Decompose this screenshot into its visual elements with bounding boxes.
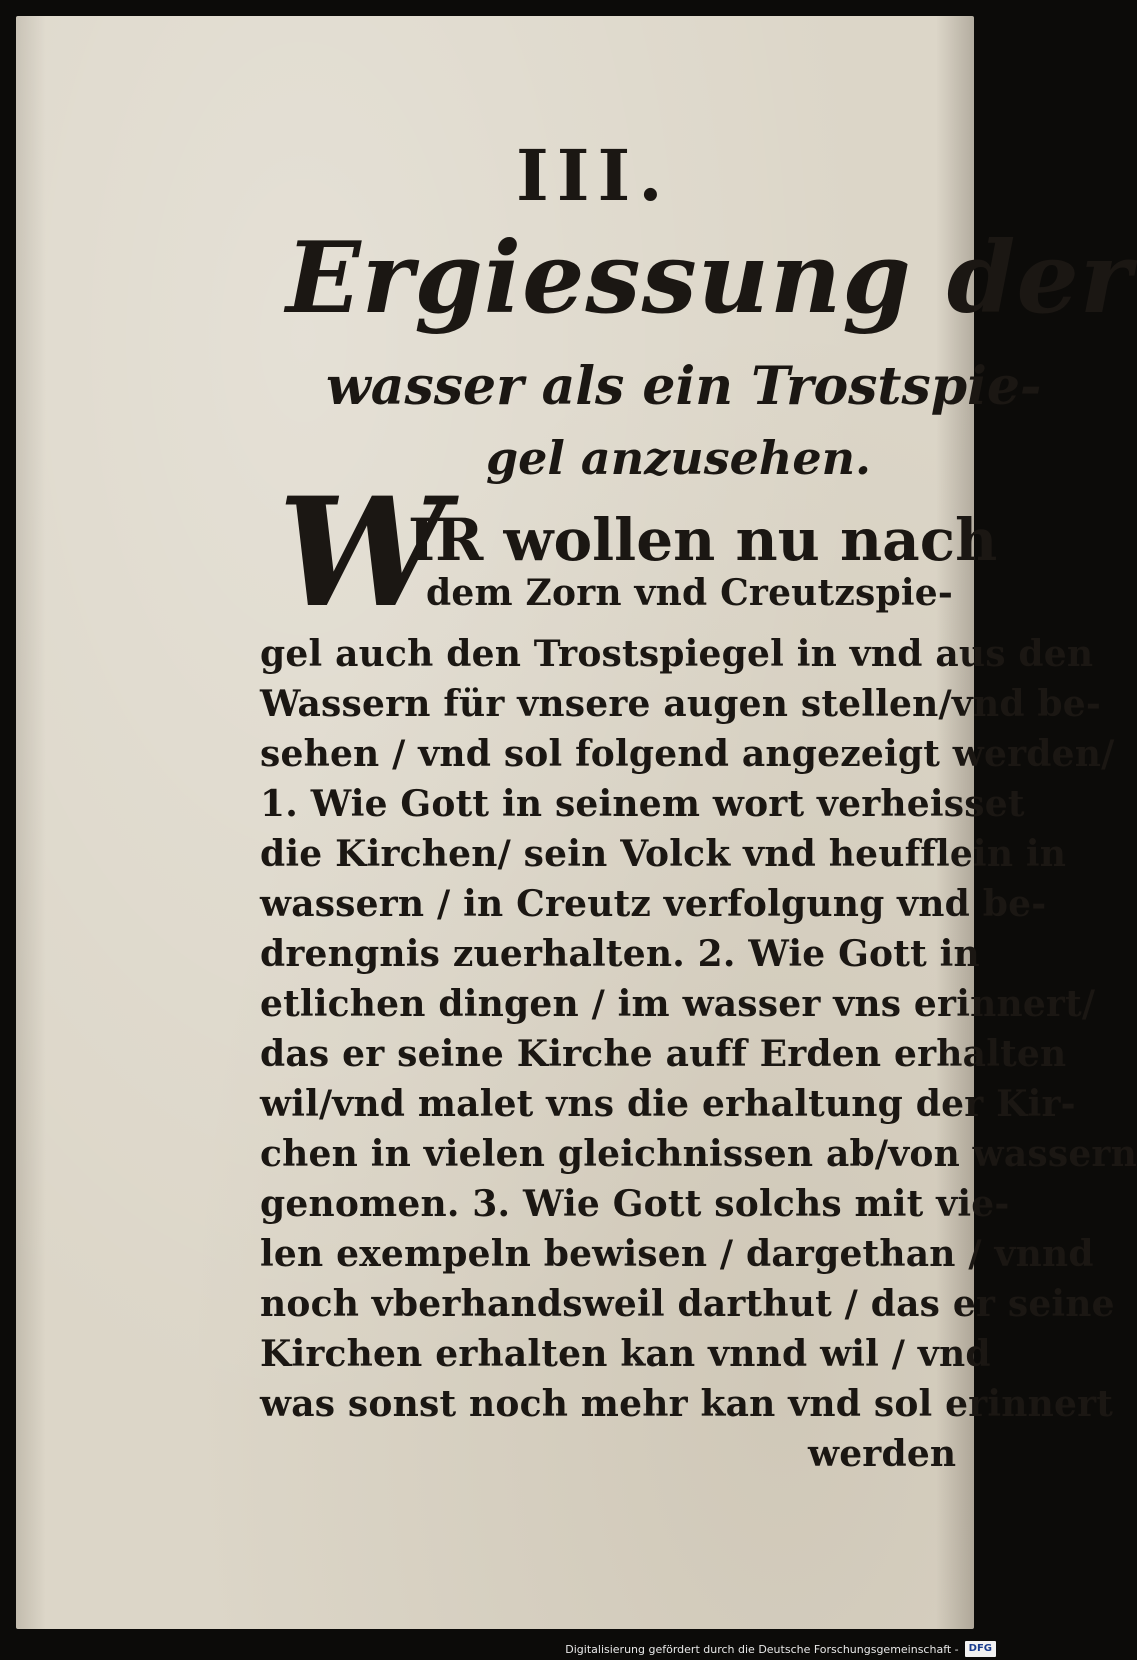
chapter-number: III. (516, 134, 671, 217)
book-page (16, 16, 1137, 1629)
body-line: drengnis zuerhalten. 2. Wie Gott in (260, 933, 980, 975)
body-line: Kirchen erhalten kan vnnd wil / vnd (260, 1333, 991, 1375)
body-line: gel auch den Trostspiegel in vnd aus den (260, 633, 1094, 675)
opening-line: IR wollen nu nach (408, 506, 998, 574)
digitization-footer (557, 1638, 1000, 1660)
body-line: das er seine Kirche auff Erden erhalten (260, 1033, 1067, 1075)
body-line: die Kirchen/ sein Volck vnd heufflein in (260, 833, 1067, 875)
body-line: wassern / in Creutz verfolgung vnd be- (260, 883, 1047, 925)
chapter-title-line-3: gel anzusehen. (486, 431, 872, 485)
body-line: noch vberhandsweil darthut / das er seine (260, 1283, 1115, 1325)
funding-credit: Digitalisierung gefördert durch die Deutsche Forschungsgemeinschaft - (565, 1642, 959, 1656)
body-line: was sonst noch mehr kan vnd sol erinnert (260, 1383, 1114, 1425)
body-line: dem Zorn vnd Creutzspie- (426, 572, 953, 614)
body-line: etlichen dingen / im wasser vns erinnert/ (260, 983, 1096, 1025)
body-line: len exempeln bewisen / dargethan / vnnd (260, 1233, 1094, 1275)
body-line: 1. Wie Gott in seinem wort verheisset (260, 783, 1025, 825)
chapter-title-line-2: wasser als ein Trostspie- (326, 356, 1042, 417)
dfg-logo: DFG (965, 1641, 996, 1657)
chapter-title-line-1: Ergiessung der (286, 221, 1133, 336)
drop-cap-initial: W (278, 465, 447, 641)
body-line: chen in vielen gleichnissen ab/von wassern (260, 1133, 1137, 1175)
body-line: Wassern für vnsere augen stellen/vnd be- (260, 683, 1102, 725)
body-line: sehen / vnd sol folgend angezeigt werden/ (260, 733, 1115, 775)
body-line: genomen. 3. Wie Gott solchs mit vie- (260, 1183, 1010, 1225)
catchword: werden (808, 1433, 957, 1475)
body-line: wil/vnd malet vns die erhaltung der Kir- (260, 1083, 1076, 1125)
